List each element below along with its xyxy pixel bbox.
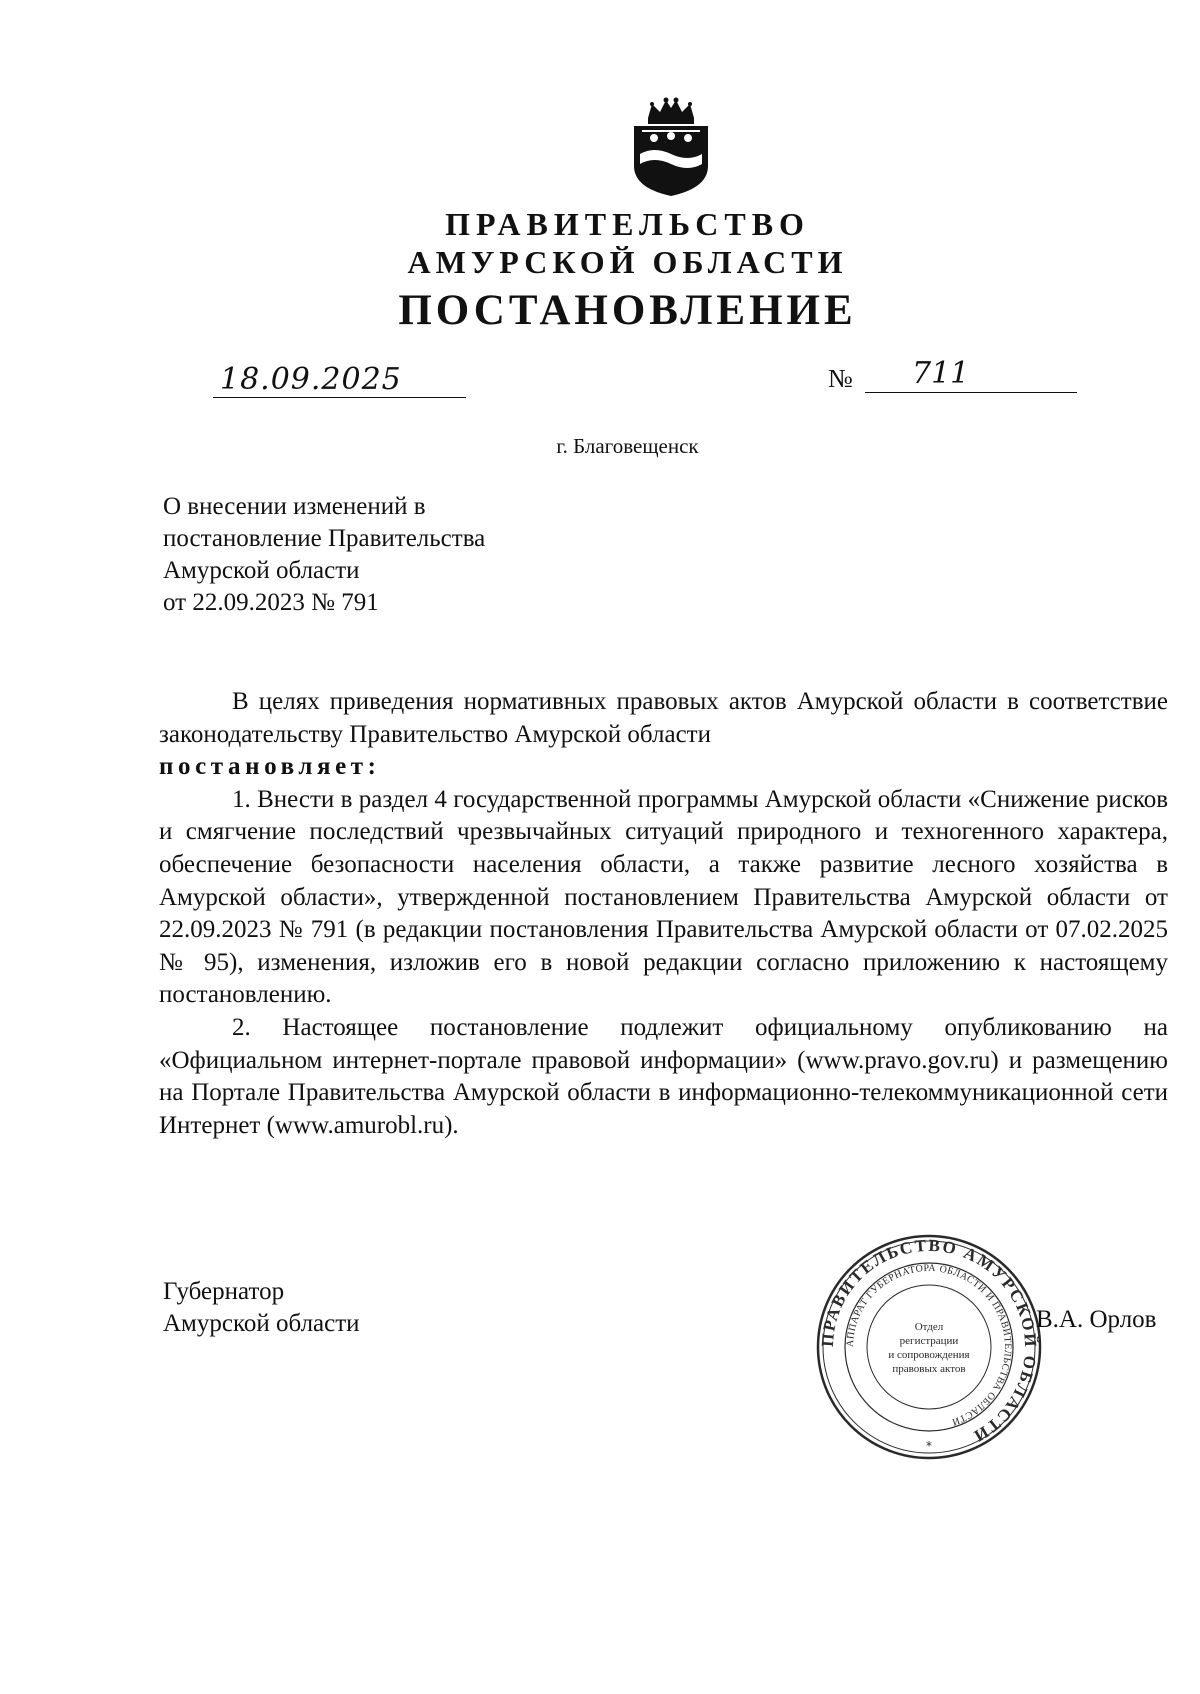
preamble: В целях приведения нормативных правовых актов Амурской области в соответствие законодательству Правительство Амурской области: [159, 688, 1168, 748]
stamp-center-line: Отдел: [914, 1321, 944, 1333]
city: г. Благовещенск: [556, 434, 699, 458]
government-title: ПРАВИТЕЛЬСТВО: [445, 206, 810, 242]
date-underline: [213, 397, 466, 398]
region-title: АМУРСКОЙ ОБЛАСТИ: [407, 244, 848, 280]
subject-line: Амурской области: [163, 557, 360, 584]
official-stamp: [814, 1232, 1044, 1462]
stamp-center-line: и сопровождения: [888, 1349, 970, 1361]
stamp-star-icon: *: [926, 1439, 932, 1453]
document-body: [159, 686, 1168, 1142]
document-number: 711: [912, 356, 970, 391]
document-type-title: ПОСТАНОВЛЕНИЕ: [398, 287, 857, 334]
stamp-outer-text: ПРАВИТЕЛЬСТВО АМУРСКОЙ ОБЛАСТИ: [817, 1235, 1041, 1447]
document-subject: [163, 491, 485, 619]
subject-line: от 22.09.2023 № 791: [163, 589, 379, 616]
number-label: №: [828, 364, 853, 393]
item-1: 1. Внести в раздел 4 государственной программы Амурской области «Снижение рисков и смягчение последствий чрезвычайных ситуаций природного и техногенного характера, обеспечение безопасности населения области, а также развитие лесного хозяйства в Амурской области», утвержденной постановлением Правительства Амурской области от 22.09.2023 № 791 (в редакции постановления Правительства Амурской области от 07.02.2025 № 95), изменения, изложив его в новой редакции согласно приложению к настоящему постановлению.: [159, 785, 1168, 1009]
item-2: 2. Настоящее постановление подлежит официальному опубликованию на «Официальном интернет-портале правовой информации» (www.pravo.gov.ru) и размещению на Портале Правительства Амурской области в информационно-телекоммуникационной сети Интернет (www.amurobl.ru).: [159, 1013, 1168, 1139]
signature-position: [163, 1276, 360, 1340]
stamp-middle-text: АППАРАТ ГУБЕРНАТОРА ОБЛАСТИ И ПРАВИТЕЛЬСТВА ОБЛАСТИ: [844, 1262, 1014, 1428]
position-line: Амурской области: [163, 1310, 360, 1337]
coat-of-arms-icon: [628, 96, 714, 198]
document-date: 18.09.2025: [220, 362, 402, 397]
stamp-center-line: регистрации: [899, 1335, 959, 1347]
decree-word: постановляет:: [159, 753, 381, 781]
number-underline: [865, 392, 1077, 393]
subject-line: постановление Правительства: [163, 525, 486, 552]
position-line: Губернатор: [163, 1278, 285, 1305]
signer-name: В.А. Орлов: [1036, 1306, 1157, 1333]
subject-line: О внесении изменений в: [163, 493, 426, 520]
stamp-center-line: правовых актов: [892, 1363, 966, 1375]
